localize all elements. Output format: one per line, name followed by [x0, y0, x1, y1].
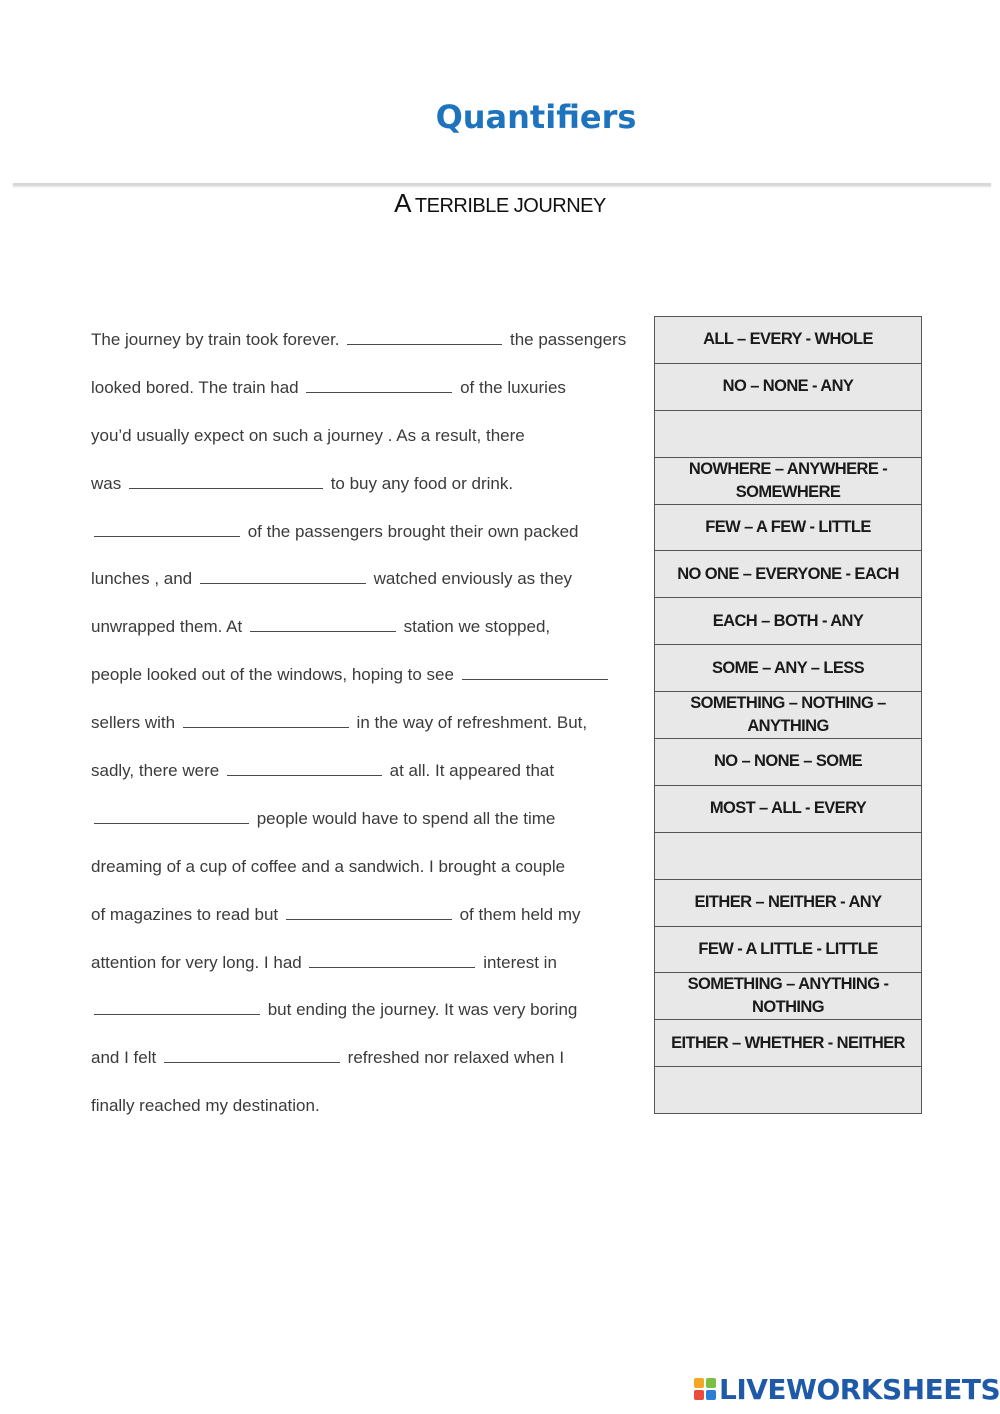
answer-blank[interactable] [227, 762, 382, 776]
passage-text-segment: station we stopped, [398, 617, 551, 637]
passage-text-segment: but ending the journey. It was very boring [263, 1000, 578, 1020]
subtitle-rest: TERRIBLE JOURNEY [414, 195, 606, 217]
passage-line [91, 1034, 651, 1082]
passage-line [91, 651, 651, 699]
answer-blank[interactable] [129, 475, 323, 489]
passage-line [91, 460, 651, 508]
option-cell: SOME – ANY – LESS [655, 645, 921, 692]
answer-blank[interactable] [462, 666, 608, 680]
option-cell: NO – NONE - ANY [655, 364, 921, 411]
answer-blank[interactable] [309, 954, 475, 968]
passage-text-segment: at all. It appeared that [384, 761, 555, 781]
option-cell: NOWHERE – ANYWHERE - SOMEWHERE [655, 458, 921, 505]
answer-blank[interactable] [94, 810, 249, 824]
option-cell [655, 411, 921, 458]
passage-line [91, 316, 651, 364]
passage-line [91, 747, 651, 795]
passage-text-segment: and I felt [91, 1048, 161, 1068]
option-cell: FEW - A LITTLE - LITTLE [655, 927, 921, 974]
answer-blank[interactable] [306, 379, 452, 393]
option-cell: EITHER – NEITHER - ANY [655, 880, 921, 927]
header-divider [13, 183, 991, 186]
passage-text-segment: lunches , and [91, 569, 197, 589]
passage-line [91, 939, 651, 987]
passage-text-segment: sadly, there were [91, 761, 224, 781]
subtitle-initial: A [394, 188, 411, 218]
passage-text-segment: in the way of refreshment. But, [351, 713, 588, 733]
passage-text-segment: to buy any food or drink. [325, 473, 514, 493]
option-cell: NO ONE – EVERYONE - EACH [655, 551, 921, 598]
passage-line [91, 603, 651, 651]
answer-blank[interactable] [347, 331, 502, 345]
logo-text: LIVEWORKSHEETS [719, 1372, 1000, 1406]
passage-text-segment: of the luxuries [455, 377, 566, 397]
passage-text-segment: dreaming of a cup of coffee and a sandwich. I brought a couple [91, 856, 566, 876]
logo-mark-icon [694, 1378, 716, 1400]
answer-blank[interactable] [286, 906, 452, 920]
passage-text-segment: The journey by train took forever. [91, 330, 345, 349]
passage-line [91, 364, 651, 412]
passage-text-segment: looked bored. The train had [91, 377, 304, 397]
answer-blank[interactable] [250, 618, 396, 632]
passage-text-segment: was [91, 473, 126, 493]
option-cell: EACH – BOTH - ANY [655, 598, 921, 645]
passage-text-segment: the passengers [505, 330, 627, 349]
logo-square [706, 1390, 716, 1400]
liveworksheets-logo [694, 1373, 1000, 1405]
passage-line [91, 508, 651, 556]
passage-text-segment: interest in [478, 952, 557, 972]
passage-text-segment: of the passengers brought their own packed [243, 521, 579, 541]
passage-line [91, 891, 651, 939]
passage-text [91, 316, 651, 1130]
option-cell: MOST – ALL - EVERY [655, 786, 921, 833]
passage-text-segment: you’d usually expect on such a journey . As a result, there [91, 425, 525, 445]
option-cell [655, 833, 921, 880]
answer-blank[interactable] [94, 1001, 260, 1015]
answer-blank[interactable] [183, 714, 349, 728]
logo-square [694, 1378, 704, 1388]
passage-text-segment: attention for very long. I had [91, 952, 307, 972]
option-cell: NO – NONE – SOME [655, 739, 921, 786]
option-cell: EITHER – WHETHER - NEITHER [655, 1020, 921, 1067]
option-cell: FEW – A FEW - LITTLE [655, 505, 921, 552]
option-cell: SOMETHING – NOTHING – ANYTHING [655, 692, 921, 739]
option-cell: SOMETHING – ANYTHING - NOTHING [655, 973, 921, 1020]
passage-text-segment: of magazines to read but [91, 904, 283, 924]
options-table [654, 316, 922, 1114]
passage-text-segment: people looked out of the windows, hoping to see [91, 665, 459, 685]
page-title: Quantifiers [435, 98, 637, 136]
logo-square [706, 1378, 716, 1388]
logo-square [694, 1390, 704, 1400]
passage-text-segment: of them held my [454, 904, 581, 924]
passage-text-segment: refreshed nor relaxed when I [342, 1048, 565, 1068]
passage-text-segment: people would have to spend all the time [252, 808, 556, 828]
passage-line [91, 412, 651, 460]
passage-text-segment: finally reached my destination. [91, 1096, 320, 1116]
passage-text-segment: unwrapped them. At [91, 617, 247, 637]
passage-line [91, 986, 651, 1034]
option-cell: ALL – EVERY - WHOLE [655, 317, 921, 364]
answer-blank[interactable] [94, 523, 240, 537]
option-cell [655, 1067, 921, 1114]
passage-text-segment: watched enviously as they [368, 569, 573, 589]
passage-line [91, 795, 651, 843]
passage-line [91, 555, 651, 603]
passage-line [91, 1082, 651, 1130]
passage-text-segment: sellers with [91, 713, 180, 733]
answer-blank[interactable] [164, 1049, 340, 1063]
answer-blank[interactable] [200, 570, 366, 584]
worksheet-subtitle [0, 188, 1000, 219]
passage-line [91, 843, 651, 891]
passage-line [91, 699, 651, 747]
